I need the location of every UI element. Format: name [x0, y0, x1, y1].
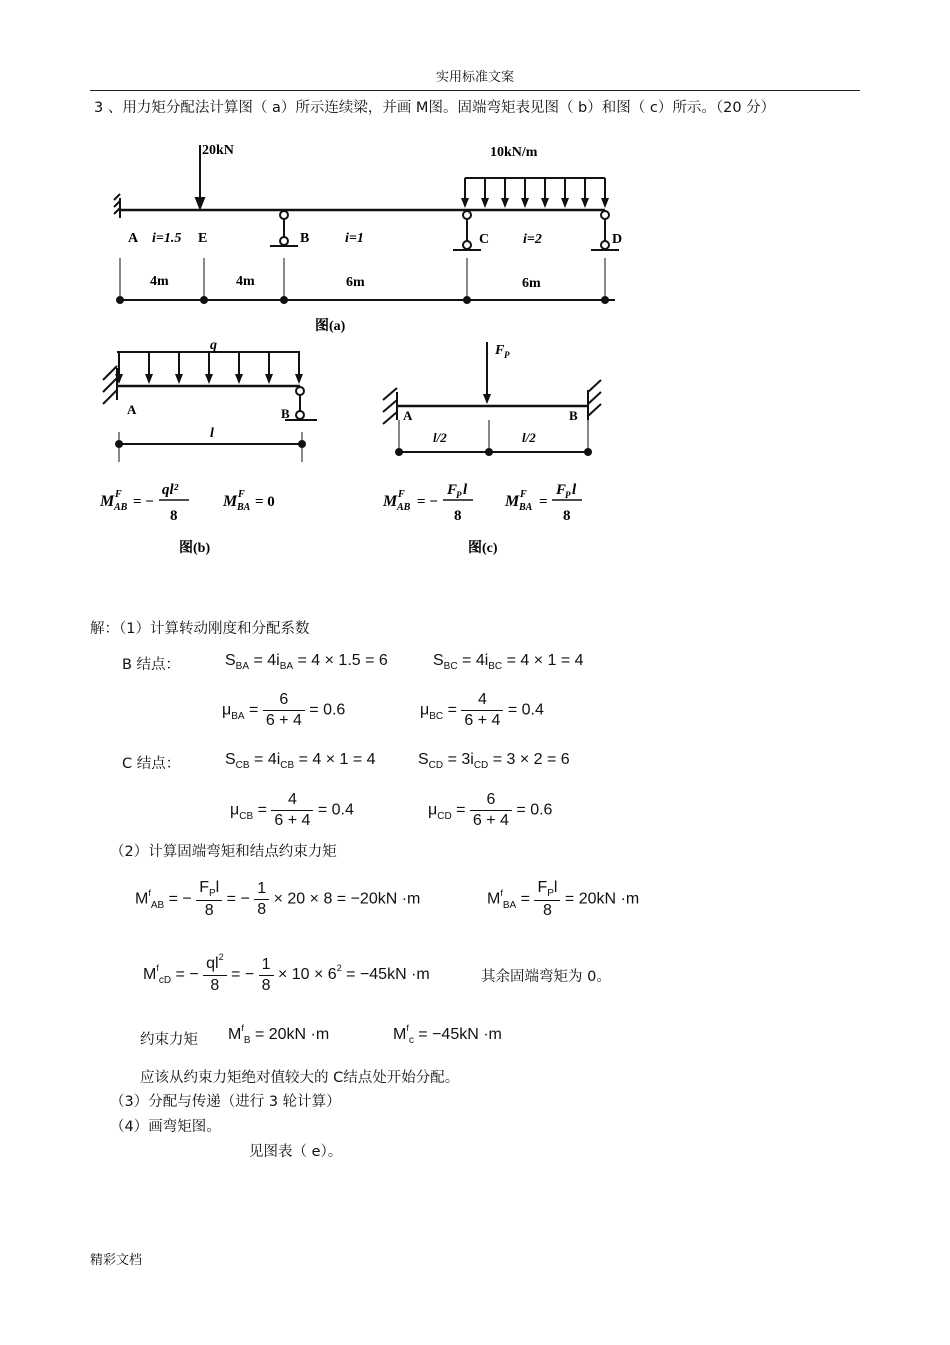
eq-scd: $S_{CD} = 3i_{CD} = 3 \times 2 = 6$: [418, 751, 570, 771]
fig-a-span: 6m: [522, 276, 541, 291]
fig-a-stiffness: i=1: [345, 231, 364, 246]
fig-c-f2-sup: F: [520, 489, 527, 500]
fig-b-f1-num: ql²: [162, 482, 179, 498]
step-2: （2）计算固端弯矩和结点约束力矩: [110, 844, 337, 860]
fig-c-node: B: [569, 408, 578, 423]
fig-c-f1-sub: AB: [397, 502, 411, 513]
header-rule: [90, 90, 860, 91]
fig-b-f1-den: 8: [170, 508, 178, 524]
figure-c: [375, 340, 625, 565]
figure-b: [95, 340, 345, 565]
step-1: 解：（1）计算转动刚度和分配系数: [90, 621, 310, 637]
fig-a-caption: 图(a): [315, 319, 346, 334]
fig-c-f2-den: 8: [563, 508, 571, 524]
fig-b-f1-sub: AB: [114, 502, 128, 513]
fig-c-load-sub: P: [504, 350, 510, 360]
start-note: 应该从约束力矩绝对值较大的 C结点处开始分配。: [140, 1070, 460, 1086]
fig-a-node: A: [128, 231, 139, 246]
eq-mu-bc: $\mu_{BC}$ = $\frac{4}{6 + 4}$ = 0.4: [420, 691, 544, 729]
eq-sbc: $S_{BC} = 4i_{BC} = 4 \times 1 = 4$: [433, 652, 584, 672]
fig-a-node: B: [300, 231, 310, 246]
fig-c-f2-eq: =: [539, 494, 548, 510]
fig-c-node: A: [403, 408, 413, 423]
fig-a-span: 4m: [150, 274, 169, 289]
fig-a-node: E: [198, 231, 208, 246]
fig-b-node: B: [281, 406, 290, 421]
page-footer: 精彩文档: [90, 1253, 143, 1268]
fig-a-span: 4m: [236, 274, 255, 289]
fig-c-f2-num-tail: l: [572, 482, 577, 498]
fig-c-f1-num-tail: l: [463, 482, 468, 498]
eq-mb: $M^f_B = 20kN \cdot m$: [228, 1023, 330, 1046]
fig-a-node: D: [612, 232, 623, 247]
constraint-label: 约束力矩: [140, 1032, 198, 1048]
eq-mcd: $M^f_{cD}$ = − $\frac{ql^2}{8}$ = − $\frac{1}{8}$ × $10 \times 6^2 = -45kN \cdot m$: [143, 952, 430, 994]
fig-c-span: l/2: [522, 430, 536, 445]
eq-mba: $M^f_{BA}$ = $\frac{F_Pl}{8}$ = 20kN ·m: [487, 879, 640, 919]
eq-mab: $M^f_{AB}$ = − $\frac{F_Pl}{8}$ = − $\frac{1}{8}$ × 20 × 8 = −20kN ·m: [135, 879, 421, 919]
node-b-label: B 结点：: [122, 657, 181, 673]
see-note: 见图表（ e）。: [249, 1144, 343, 1160]
fig-a-span: 6m: [346, 275, 365, 290]
fig-b-f2-eq: = 0: [255, 494, 275, 510]
node-c-label: C 结点：: [122, 756, 181, 772]
figure-a: [100, 130, 640, 340]
fig-a-point-load: 20kN: [202, 143, 234, 158]
fig-b-f2-sup: F: [238, 489, 245, 500]
fig-c-f1-sup: F: [398, 489, 405, 500]
step-4: （4）画弯矩图。: [110, 1119, 221, 1135]
fig-c-load: F: [495, 343, 505, 358]
fig-c-f1-eq: = −: [417, 494, 438, 510]
question-text: 3 、用力矩分配法计算图（ a）所示连续梁，并画 M图。固端弯矩表见图（ b）和图（ c）所示。（20 分）: [94, 100, 776, 116]
fig-c-f1-lhs: M: [383, 493, 398, 510]
fig-c-caption: 图(c): [468, 541, 498, 556]
fig-b-caption: 图(b): [179, 541, 211, 556]
fig-c-f1-num-sub: P: [456, 490, 462, 500]
fig-c-f2-num: F: [556, 482, 567, 498]
fig-b-f2-lhs: M: [223, 493, 238, 510]
fig-c-f2-sub: BA: [519, 502, 533, 513]
eq-mu-ba: $\mu_{BA}$ = $\frac{6}{6 + 4}$ = 0.6: [222, 691, 346, 729]
fig-c-f1-num: F: [447, 482, 458, 498]
eq-scb: $S_{CB} = 4i_{CB} = 4 \times 1 = 4$: [225, 751, 376, 771]
fig-b-f1-eq: = −: [133, 494, 154, 510]
fig-a-node: C: [479, 232, 490, 247]
fig-b-span: l: [210, 426, 214, 441]
fig-c-f1-den: 8: [454, 508, 462, 524]
fig-c-f2-lhs: M: [505, 493, 520, 510]
fig-a-dist-load: 10kN/m: [490, 145, 538, 160]
fig-a-stiffness: i=1.5: [152, 231, 182, 246]
fig-c-span: l/2: [433, 430, 447, 445]
fig-c-f2-num-sub: P: [565, 490, 571, 500]
eq-mu-cb: $\mu_{CB}$ = $\frac{4}{6 + 4}$ = 0.4: [230, 791, 354, 829]
eq-mc: $M^f_c = -45kN \cdot m$: [393, 1023, 502, 1046]
fig-b-load: q: [210, 340, 217, 353]
rest-note: 其余固端弯矩为 0。: [481, 969, 611, 985]
fig-a-stiffness: i=2: [523, 232, 542, 247]
fig-b-f2-sub: BA: [237, 502, 251, 513]
step-3: （3）分配与传递（进行 3 轮计算）: [110, 1094, 341, 1110]
eq-mu-cd: $\mu_{CD}$ = $\frac{6}{6 + 4}$ = 0.6: [428, 791, 553, 829]
fig-b-f1-sup: F: [115, 489, 122, 500]
fig-b-f1-lhs: M: [100, 493, 115, 510]
fig-b-node: A: [127, 402, 137, 417]
page-header: 实用标准文案: [435, 70, 514, 85]
eq-sba: $S_{BA} = 4i_{BA} = 4 \times 1.5 = 6$: [225, 652, 388, 672]
